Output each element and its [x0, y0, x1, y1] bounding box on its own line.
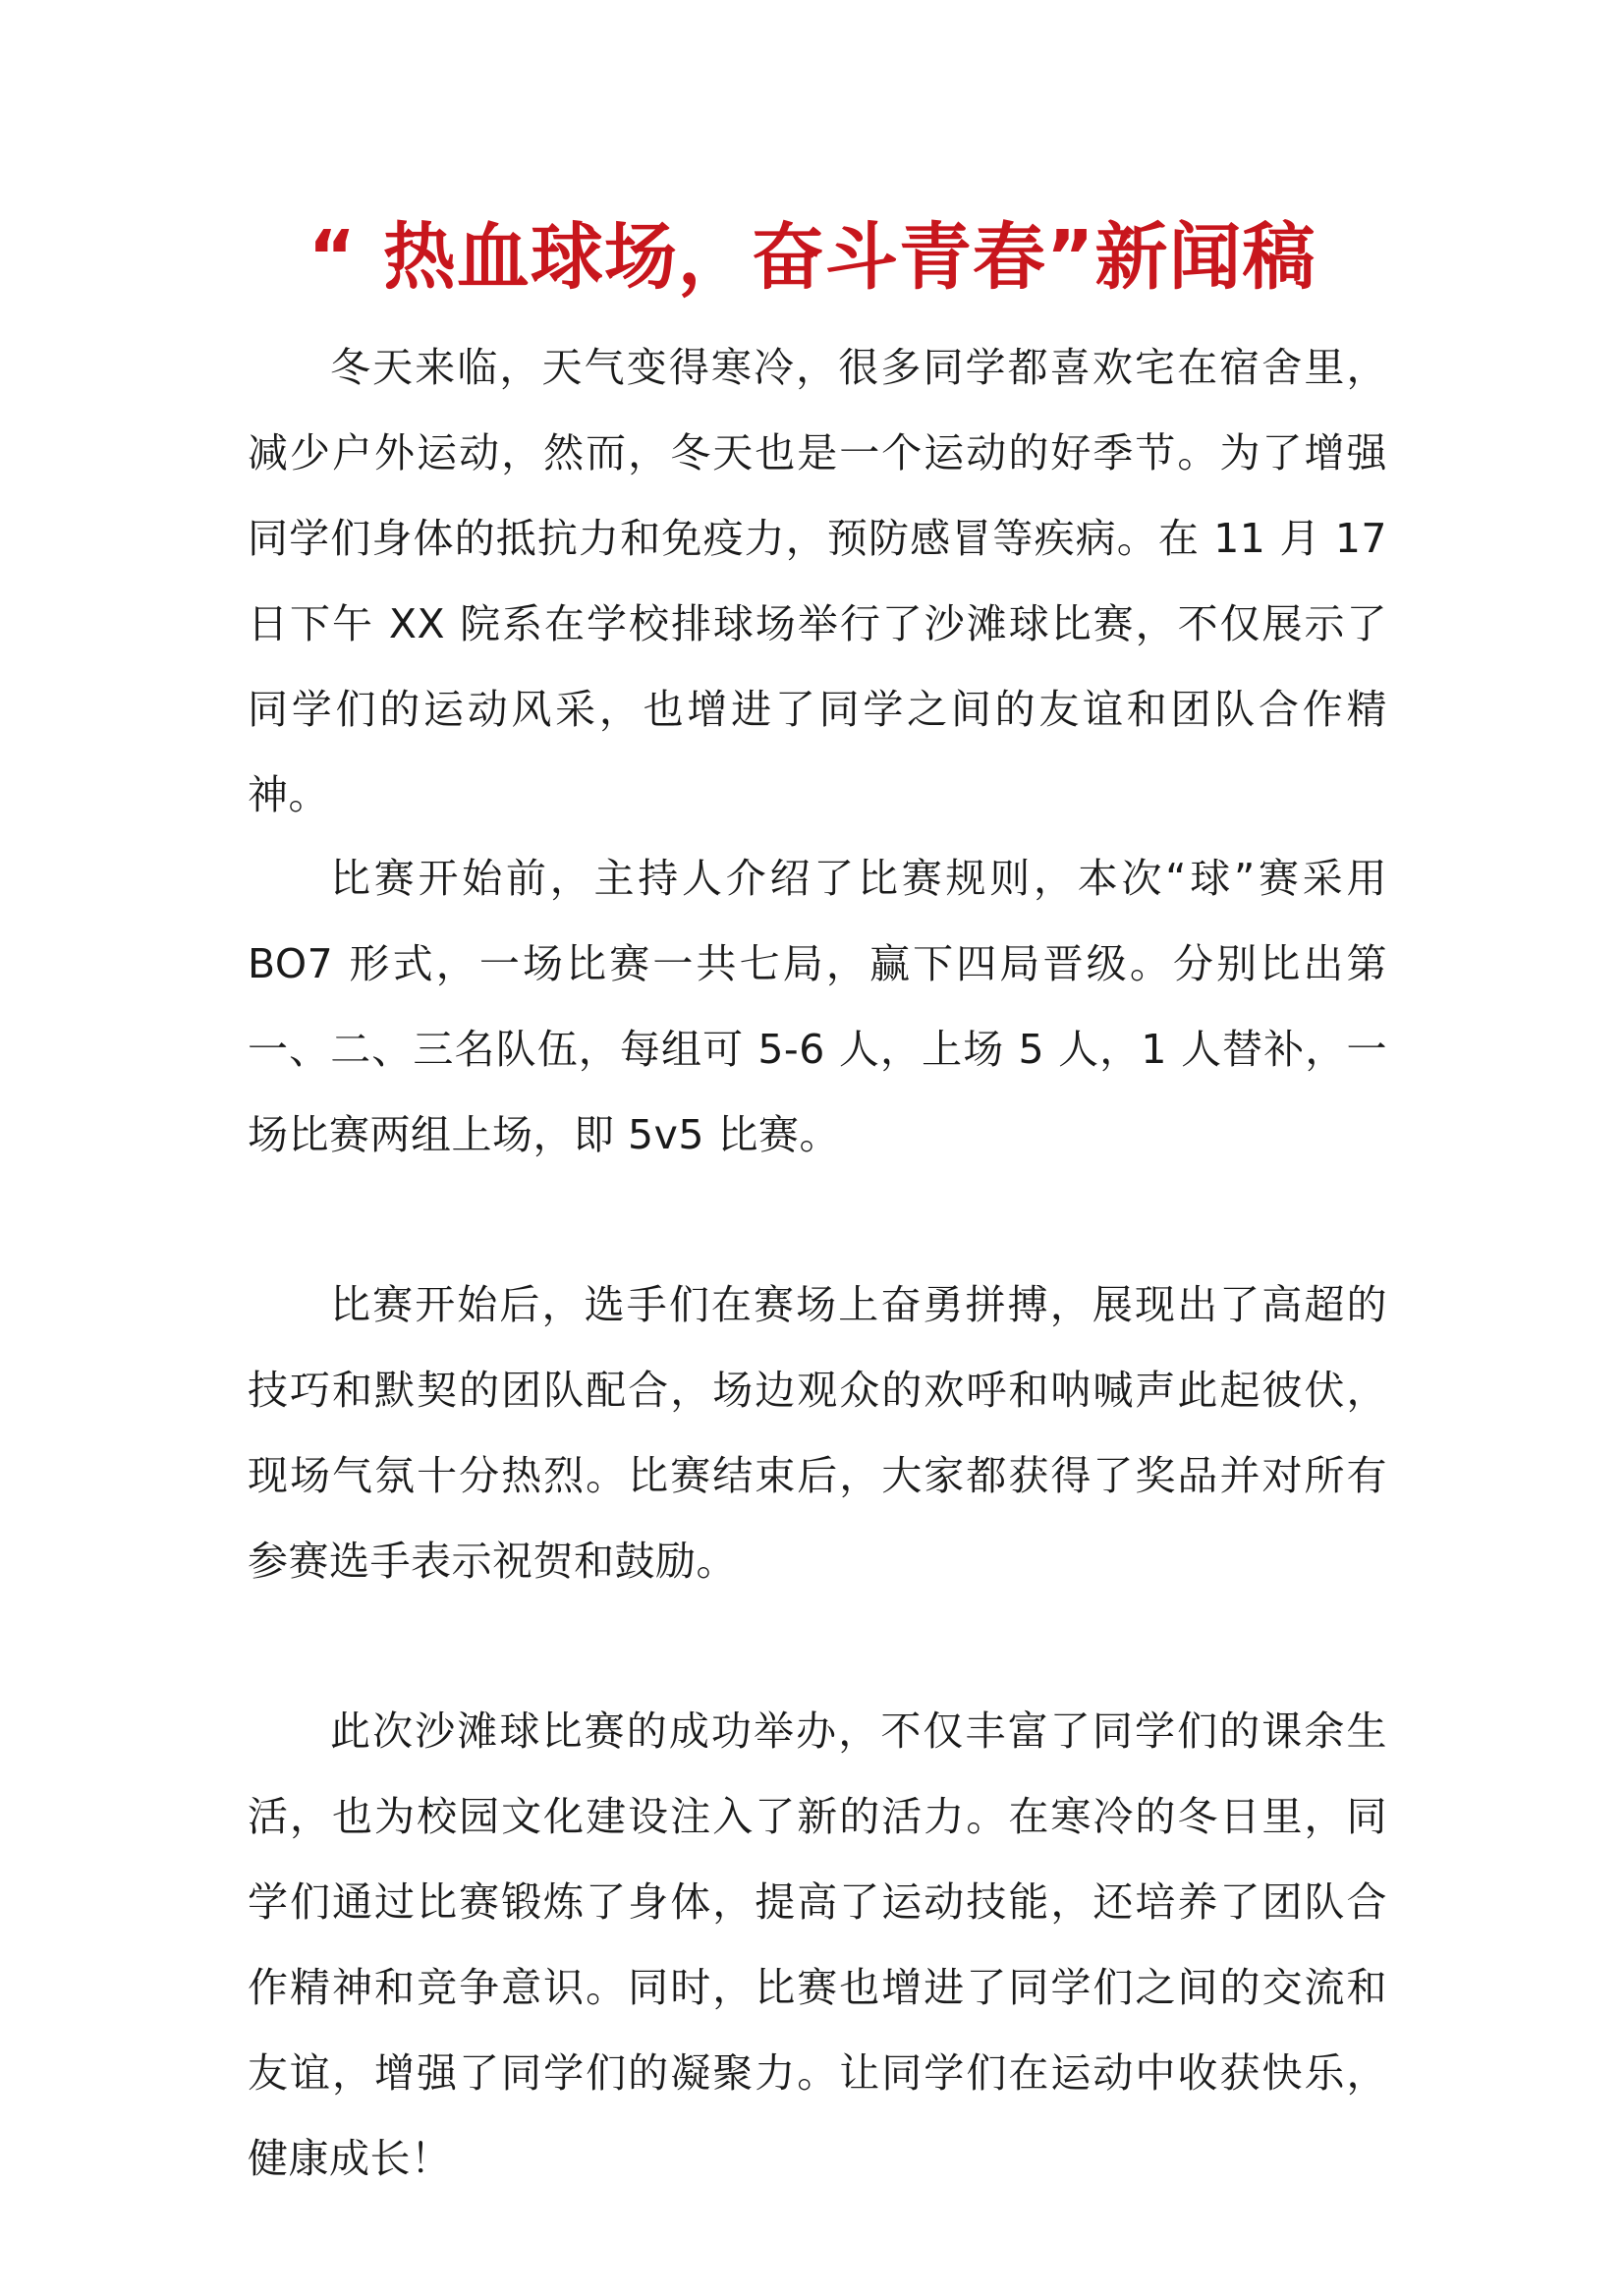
paragraph-match: 比赛开始后，选手们在赛场上奋勇拼搏，展现出了高超的技巧和默契的团队配合，场边观众的欢呼和呐喊声此起彼伏，现场气氛十分热烈。比赛结束后，大家都获得了奖品并对所有参赛选手表示祝贺和鼓励。 [248, 1281, 1387, 1585]
page-title: “ 热血球场，奋斗青春”新闻稿 [308, 215, 1316, 300]
paragraph-rules: 比赛开始前，主持人介绍了比赛规则，本次“球”赛采用 BO7 形式，一场比赛一共七局，赢下四局晋级。分别比出第一、二、三名队伍，每组可 5-6 人，上场 5 人，1 人替补，一场比赛两组上场，即 5v5 比赛。 [248, 855, 1387, 1158]
paragraph-conclusion: 此次沙滩球比赛的成功举办，不仅丰富了同学们的课余生活，也为校园文化建设注入了新的活力。在寒冷的冬日里，同学们通过比赛锻炼了身体，提高了运动技能，还培养了团队合作精神和竞争意识。同时，比赛也增进了同学们之间的交流和友谊，增强了同学们的凝聚力。让同学们在运动中收获快乐，健康成长！ [248, 1708, 1387, 2182]
paragraph-intro: 冬天来临，天气变得寒冷，很多同学都喜欢宅在宿舍里，减少户外运动，然而，冬天也是一个运动的好季节。为了增强同学们身体的抵抗力和免疫力，预防感冒等疾病。在 11 月 17 日下午 XX 院系在学校排球场举行了沙滩球比赛，不仅展示了同学们的运动风采，也增进了同学之间的友谊和团队合作精神。 [248, 344, 1387, 818]
